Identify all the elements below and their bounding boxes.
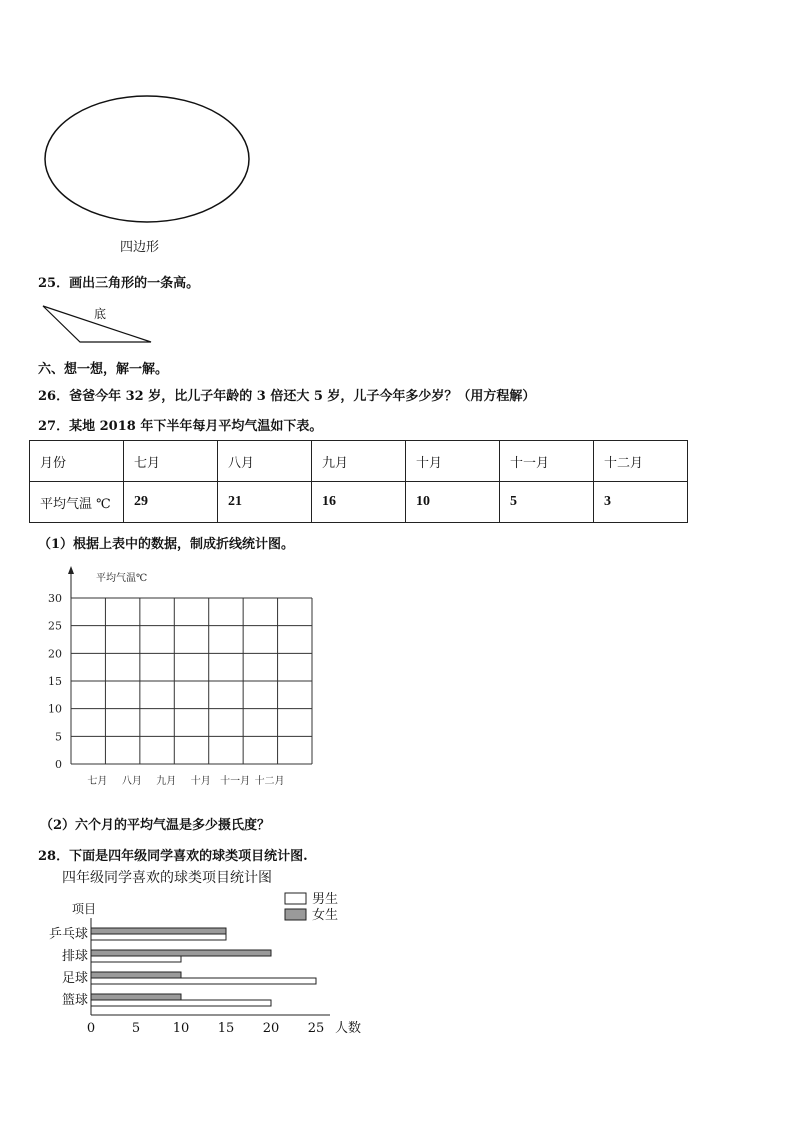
question-25: 25．画出三角形的一条高。 xyxy=(38,276,200,291)
bar-male xyxy=(91,956,181,962)
bar-chart-title: 四年级同学喜欢的球类项目统计图 xyxy=(62,870,272,886)
x-tick-label: 5 xyxy=(131,1021,141,1036)
y-axis-title: 平均气温℃ xyxy=(96,573,148,584)
x-tick-label: 0 xyxy=(86,1021,96,1036)
category-label: 足球 xyxy=(61,971,88,986)
table-cell-temp: 3 xyxy=(594,482,688,523)
table-header-temp: 平均气温 ℃ xyxy=(30,482,124,523)
y-tick-label: 25 xyxy=(48,619,62,633)
ellipse-caption: 四边形 xyxy=(120,240,160,255)
x-tick-label: 七月 xyxy=(87,776,108,787)
bar-male xyxy=(91,1000,271,1006)
question-28: 28．下面是四年级同学喜欢的球类项目统计图. xyxy=(38,849,308,864)
table-header-month: 月份 xyxy=(30,441,124,482)
table-cell-month: 九月 xyxy=(312,441,406,482)
x-tick-label: 十二月 xyxy=(254,776,285,787)
triangle-base-label: 底 xyxy=(94,307,107,321)
legend-swatch xyxy=(285,909,306,920)
category-label: 排球 xyxy=(61,949,88,964)
question-27: 27．某地 2018 年下半年每月平均气温如下表。 xyxy=(38,419,323,434)
x-tick-label: 八月 xyxy=(121,776,142,787)
x-tick-label: 十月 xyxy=(190,776,211,787)
temperature-table xyxy=(29,440,688,523)
y-tick-label: 10 xyxy=(48,702,62,716)
table-cell-month: 八月 xyxy=(218,441,312,482)
x-tick-label: 25 xyxy=(307,1021,325,1036)
y-tick-label: 15 xyxy=(48,675,62,688)
category-label: 乒乓球 xyxy=(48,927,88,942)
category-label: 篮球 xyxy=(61,993,88,1008)
x-tick-label: 15 xyxy=(217,1021,235,1036)
table-cell-temp: 29 xyxy=(124,482,218,523)
bar-male xyxy=(91,934,226,940)
y-axis-arrow-icon xyxy=(68,566,74,574)
question-26: 26．爸爸今年 32 岁，比儿子年龄的 3 倍还大 5 岁，儿子今年多少岁？（用方程解） xyxy=(38,389,536,404)
bar-female xyxy=(91,972,181,978)
line-chart-grid xyxy=(30,560,330,800)
table-cell-temp: 16 xyxy=(312,482,406,523)
x-tick-label: 20 xyxy=(262,1021,280,1036)
table-row-temps xyxy=(30,482,688,523)
x-tick-label: 九月 xyxy=(156,776,177,787)
table-cell-month: 十二月 xyxy=(594,441,688,482)
y-axis-title: 项目 xyxy=(72,902,97,916)
question-27-part-2: （2）六个月的平均气温是多少摄氏度？ xyxy=(40,818,271,833)
bar-female xyxy=(91,994,181,1000)
section-6-title: 六、想一想，解一解。 xyxy=(38,362,169,377)
table-cell-month: 七月 xyxy=(124,441,218,482)
x-tick-label: 10 xyxy=(172,1021,190,1036)
y-tick-label: 20 xyxy=(48,647,62,661)
legend-swatch xyxy=(285,893,306,904)
table-cell-temp: 10 xyxy=(406,482,500,523)
y-tick-label: 30 xyxy=(48,592,62,605)
table-cell-temp: 21 xyxy=(218,482,312,523)
legend-label: 女生 xyxy=(312,908,339,923)
bar-female xyxy=(91,950,271,956)
table-cell-temp: 5 xyxy=(500,482,594,523)
legend-label: 男生 xyxy=(312,892,339,907)
table-cell-month: 十一月 xyxy=(500,441,594,482)
bar-female xyxy=(91,928,226,934)
table-row-months xyxy=(30,441,688,482)
bar-chart xyxy=(30,862,380,1042)
y-tick-label: 5 xyxy=(55,730,62,744)
x-tick-label: 十一月 xyxy=(220,776,251,787)
bar-male xyxy=(91,978,316,984)
x-axis-title: 人数 xyxy=(335,1021,362,1036)
quadrilateral-ellipse-figure xyxy=(40,92,254,228)
y-tick-label: 0 xyxy=(55,758,62,771)
table-cell-month: 十月 xyxy=(406,441,500,482)
question-27-part-1: （1）根据上表中的数据，制成折线统计图。 xyxy=(38,537,295,552)
